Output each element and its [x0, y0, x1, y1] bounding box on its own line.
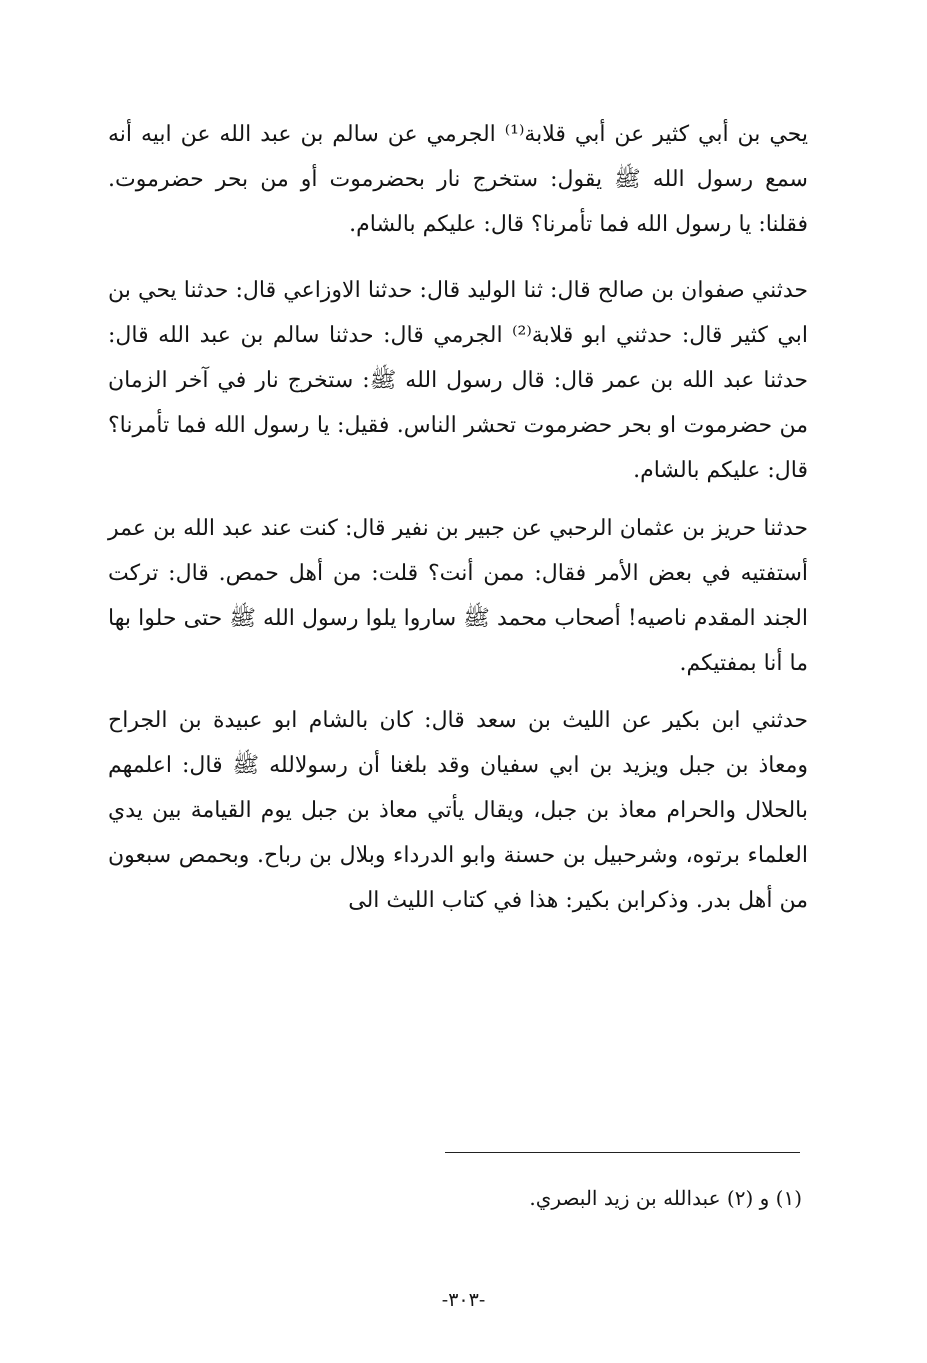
footnote-divider	[445, 1152, 800, 1153]
paragraph-4: حدثني ابن بكير عن الليث بن سعد قال: كان بالشام ابو عبيدة بن الجراح ومعاذ بن جبل ويزيد بن ابي سفيان وقد بلغنا أن رسولالله ﷺ قال: اعلمهم بالحلال والحرام معاذ بن جبل، ويقال يأتي معاذ بن جبل يوم القيامة بين يدي العلماء برتوه، وشرحبيل بن حسنة وابو الدرداء وبلال بن رباح. وبحمص سبعون من أهل بدر. وذكرابن بكير: هذا في كتاب الليث الى	[108, 708, 809, 913]
paragraph-2: حدثني صفوان بن صالح قال: ثنا الوليد قال: حدثنا الاوزاعي قال: حدثنا يحي بن ابي كثير قال: حدثني ابو قلابة⁽²⁾ الجرمي قال: حدثنا سالم بن عبد الله قال: حدثنا عبد الله بن عمر قال: قال رسول الله ﷺ: ستخرج نار في آخر الزمان من حضرموت او بحر حضرموت تحشر الناس. فقيل: يا رسول الله فما تأمرنا؟ قال: عليكم بالشام.	[108, 278, 808, 483]
paragraph-3: حدثنا حريز بن عثمان الرحبي عن جبير بن نفير قال: كنت عند عبد الله بن عمر أستفتيه في بعض الأمر فقال: ممن أنت؟ قلت: من أهل حمص. قال: تركت الجند المقدم ناصيه! أصحاب محمد ﷺ ساروا يلوا رسول الله ﷺ حتى حلوا بها ما أنا بمفتيكم.	[108, 516, 808, 676]
footnote: (١) و (٢) عبدالله بن زيد البصري.	[529, 1186, 802, 1210]
paragraph-1: يحي بن أبي كثير عن أبي قلابة⁽¹⁾ الجرمي عن سالم بن عبد الله عن ابيه أنه سمع رسول الله ﷺ يقول: ستخرج نار بحضرموت أو من بحر حضرموت. فقلنا: يا رسول الله فما تأمرنا؟ قال: عليكم بالشام.	[108, 122, 809, 237]
page-number: -٣٠٣-	[441, 1289, 486, 1311]
